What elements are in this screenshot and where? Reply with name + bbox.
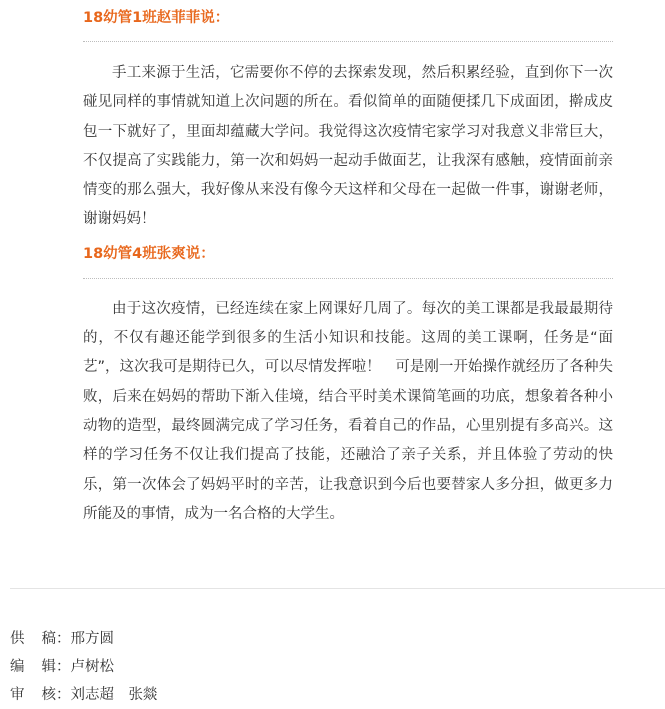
credit-label: 编辑 — [10, 659, 56, 675]
credit-value: 刘志超 张燚 — [70, 687, 158, 703]
credit-reviewer — [10, 681, 158, 709]
section-paragraph: 由于这次疫情，已经连续在家上网课好几周了。每次的美工课都是我最最期待的，不仅有趣还能学到很多的生活小知识和技能。这周的美工课啊，任务是“面艺”，这次我可是期待已久，可以尽情发挥啦！ 可是刚一开始操作就经历了各种失败，后来在妈妈的帮助下渐入佳境，结合平时美术课简笔画的功底，想象着各种小动物的造型，最终圆满完成了学习任务，看着自己的作品，心里别提有多高兴。这样的学习任务不仅让我们提高了技能，还融洽了亲子关系，并且体验了劳动的快乐，第一次体会了妈妈平时的辛苦，让我意识到今后也要替家人多分担，做更多力所能及的事情，成为一名合格的大学生。 — [83, 300, 613, 522]
credits-block — [10, 625, 158, 709]
credit-value: 卢树松 — [70, 659, 114, 675]
credit-colon: ： — [56, 687, 71, 703]
credit-label: 审核 — [10, 687, 56, 703]
credit-value: 邢方圆 — [70, 631, 114, 647]
credit-colon: ： — [56, 659, 71, 675]
section-paragraph: 手工来源于生活，它需要你不停的去探索发现，然后积累经验，直到你下一次碰见同样的事情就知道上次问题的所在。看似简单的面随便揉几下成面团，擀成皮包一下就好了，里面却蕴藏大学问。我觉得这次疫情宅家学习对我意义非常巨大，不仅提高了实践能力，第一次和妈妈一起动手做面艺，让我深有感触，疫情面前亲情变的那么强大，我好像从来没有像今天这样和父母在一起做一件事，谢谢老师，谢谢妈妈！ — [83, 65, 613, 228]
section-zhao-feifei — [83, 4, 613, 235]
footer-divider — [10, 588, 665, 589]
credit-contributor — [10, 625, 158, 653]
credit-colon: ： — [56, 631, 71, 647]
dotted-divider — [83, 41, 613, 42]
section-heading: 18幼管1班赵菲菲说： — [83, 10, 230, 26]
credit-label: 供稿 — [10, 631, 56, 647]
dotted-divider — [83, 278, 613, 279]
section-zhang-shuang — [83, 240, 613, 529]
section-heading: 18幼管4班张爽说： — [83, 245, 215, 262]
article-body — [83, 0, 613, 529]
credit-editor — [10, 653, 158, 681]
